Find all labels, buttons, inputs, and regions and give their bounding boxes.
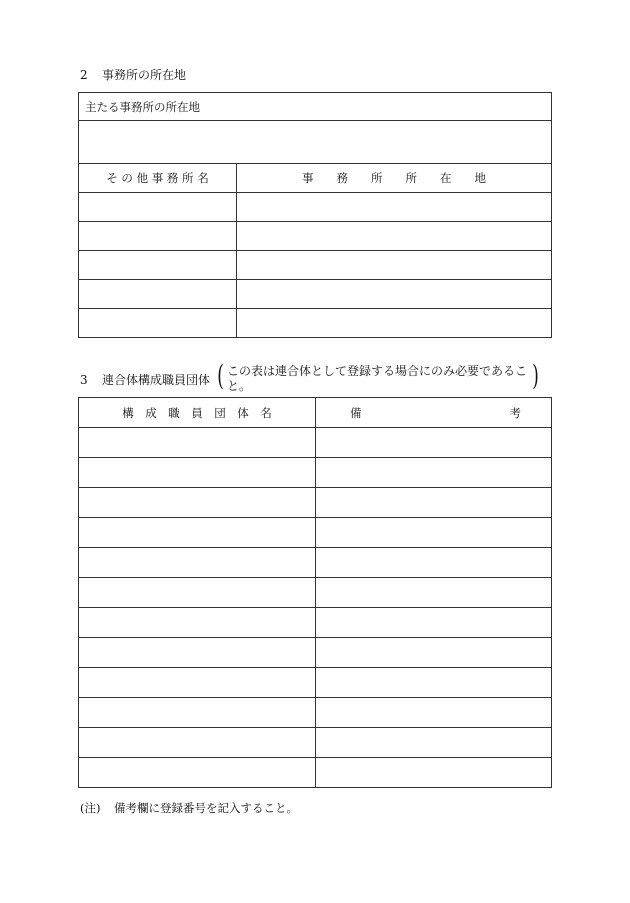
table-row: [79, 309, 552, 338]
remarks-cell[interactable]: [316, 578, 552, 608]
section3-note: [217, 359, 539, 394]
section2-number: 2: [80, 68, 88, 82]
table-row: [79, 728, 552, 758]
table-row: [79, 758, 552, 788]
office-name-cell[interactable]: [79, 193, 237, 222]
footnote: [80, 800, 298, 816]
office-name-cell[interactable]: [79, 222, 237, 251]
remarks-cell[interactable]: [316, 488, 552, 518]
member-org-name-cell[interactable]: [79, 728, 316, 758]
member-org-name-cell[interactable]: [79, 698, 316, 728]
main-office-label: 主たる事務所の所在地: [79, 93, 552, 121]
section2-heading: [80, 66, 186, 83]
table-row: [79, 698, 552, 728]
office-location-cell[interactable]: [237, 309, 552, 338]
office-location-cell[interactable]: [237, 251, 552, 280]
remarks-header: [316, 398, 552, 428]
member-org-name-cell[interactable]: [79, 518, 316, 548]
remarks-cell[interactable]: [316, 518, 552, 548]
section3-heading: [80, 371, 210, 388]
remarks-cell[interactable]: [316, 668, 552, 698]
right-paren: ): [532, 359, 539, 392]
table-row: [79, 578, 552, 608]
remarks-cell[interactable]: [316, 638, 552, 668]
table-row: [79, 458, 552, 488]
office-location-table: [78, 92, 552, 338]
member-org-name-cell[interactable]: [79, 668, 316, 698]
office-name-cell[interactable]: [79, 251, 237, 280]
member-org-name-cell[interactable]: [79, 638, 316, 668]
member-org-name-cell[interactable]: [79, 548, 316, 578]
remarks-cell[interactable]: [316, 758, 552, 788]
table-row: [79, 608, 552, 638]
table-row: [79, 668, 552, 698]
member-org-name-header: 構 成 職 員 団 体 名: [79, 398, 316, 428]
section2-title: 事務所の所在地: [102, 68, 187, 82]
table-row: [79, 280, 552, 309]
member-org-name-cell[interactable]: [79, 428, 316, 458]
table-row: [79, 428, 552, 458]
remarks-cell[interactable]: [316, 428, 552, 458]
table-row: [79, 638, 552, 668]
section3-note-text: この表は連合体として登録する場合にのみ必要であること。: [227, 364, 528, 393]
remarks-header-char1: 備: [350, 406, 362, 420]
remarks-header-char2: 考: [509, 406, 521, 420]
table-row: [79, 518, 552, 548]
table-row: [79, 488, 552, 518]
main-office-address-field[interactable]: [79, 121, 552, 164]
table-row: [79, 251, 552, 280]
other-office-name-header: そ の 他 事 務 所 名: [79, 164, 237, 193]
office-location-cell[interactable]: [237, 193, 552, 222]
footnote-label: (注): [80, 801, 101, 815]
office-location-cell[interactable]: [237, 280, 552, 309]
table-row: [79, 548, 552, 578]
section3-number: 3: [80, 373, 88, 387]
member-org-name-cell[interactable]: [79, 608, 316, 638]
section3-title: 連合体構成職員団体: [102, 373, 211, 387]
remarks-cell[interactable]: [316, 698, 552, 728]
member-org-name-cell[interactable]: [79, 458, 316, 488]
remarks-cell[interactable]: [316, 608, 552, 638]
office-name-cell[interactable]: [79, 280, 237, 309]
footnote-text: 備考欄に登録番号を記入すること。: [114, 801, 298, 815]
table-row: [79, 222, 552, 251]
remarks-cell[interactable]: [316, 548, 552, 578]
member-org-name-cell[interactable]: [79, 758, 316, 788]
remarks-cell[interactable]: [316, 728, 552, 758]
member-organizations-table: [78, 397, 552, 788]
office-location-header: 事 務 所 所 在 地: [237, 164, 552, 193]
office-location-cell[interactable]: [237, 222, 552, 251]
member-org-name-cell[interactable]: [79, 578, 316, 608]
office-name-cell[interactable]: [79, 309, 237, 338]
remarks-cell[interactable]: [316, 458, 552, 488]
left-paren: (: [217, 359, 224, 392]
table-row: [79, 193, 552, 222]
member-org-name-cell[interactable]: [79, 488, 316, 518]
